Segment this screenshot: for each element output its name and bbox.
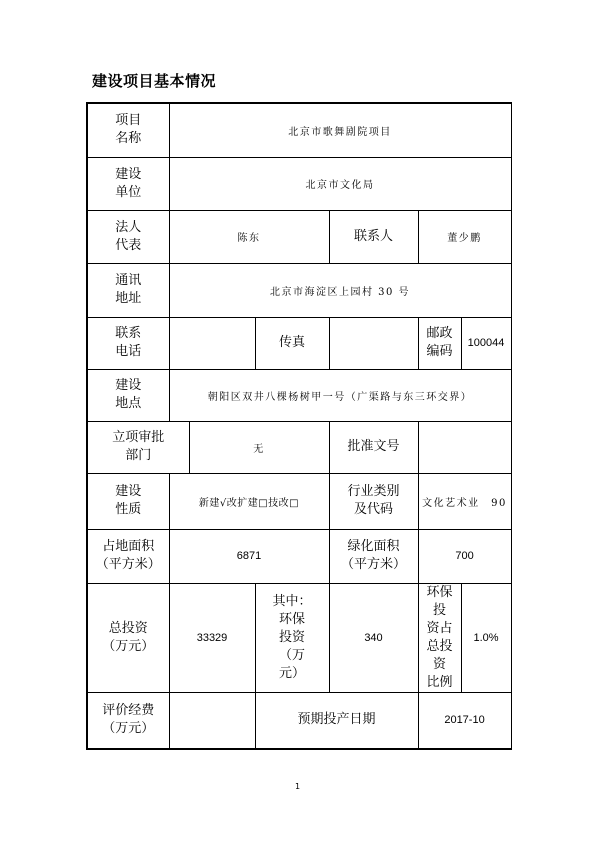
area-label: 占地面积 （平方米） bbox=[87, 529, 169, 583]
developer-value: 北京市文化局 bbox=[169, 157, 511, 210]
postcode-value: 100044 bbox=[461, 317, 511, 369]
fax-value bbox=[329, 317, 418, 369]
nature-label: 建设 性质 bbox=[87, 473, 169, 529]
row-address bbox=[87, 263, 511, 317]
row-area bbox=[87, 529, 511, 583]
legal-rep-label: 法人 代表 bbox=[87, 210, 169, 263]
page-title: 建设项目基本情况 bbox=[92, 72, 217, 90]
fee-label: 评价经费 （万元） bbox=[87, 692, 169, 749]
address-value: 北京市海淀区上园村 30 号 bbox=[169, 263, 511, 317]
green-area-label: 绿化面积 （平方米） bbox=[329, 529, 418, 583]
fax-label: 传真 bbox=[255, 317, 329, 369]
row-investment bbox=[87, 583, 511, 692]
approval-doc-label: 批准文号 bbox=[329, 421, 418, 473]
site-label: 建设 地点 bbox=[87, 369, 169, 421]
row-developer bbox=[87, 157, 511, 210]
row-fee bbox=[87, 692, 511, 749]
row-legal-rep bbox=[87, 210, 511, 263]
contact-value: 董少鹏 bbox=[418, 210, 511, 263]
industry-value: 文化艺术业 90 bbox=[418, 473, 511, 529]
site-value: 朝阳区双井八棵杨树甲一号（广渠路与东三环交界） bbox=[169, 369, 511, 421]
approval-doc-value bbox=[418, 421, 511, 473]
production-date-value: 2017-10 bbox=[418, 692, 511, 749]
row-phone bbox=[87, 317, 511, 369]
green-area-value: 700 bbox=[418, 529, 511, 583]
approval-value: 无 bbox=[189, 421, 329, 473]
legal-rep-value: 陈东 bbox=[169, 210, 329, 263]
row-approval bbox=[87, 421, 511, 473]
developer-label: 建设 单位 bbox=[87, 157, 169, 210]
row-project-name bbox=[87, 103, 511, 157]
fee-value bbox=[169, 692, 255, 749]
row-nature bbox=[87, 473, 511, 529]
contact-label: 联系人 bbox=[329, 210, 418, 263]
investment-label: 总投资 （万元） bbox=[87, 583, 169, 692]
postcode-label: 邮政 编码 bbox=[418, 317, 461, 369]
address-label: 通讯 地址 bbox=[87, 263, 169, 317]
project-info-table bbox=[86, 102, 512, 750]
industry-label: 行业类别 及代码 bbox=[329, 473, 418, 529]
page-number: 1 bbox=[294, 782, 301, 791]
investment-value: 33329 bbox=[169, 583, 255, 692]
production-date-label: 预期投产日期 bbox=[255, 692, 418, 749]
phone-label: 联系 电话 bbox=[87, 317, 169, 369]
area-value: 6871 bbox=[169, 529, 329, 583]
approval-label: 立项审批 部门 bbox=[87, 421, 189, 473]
env-investment-value: 340 bbox=[329, 583, 418, 692]
row-site bbox=[87, 369, 511, 421]
env-investment-label: 其中： 环保 投资 （万 元） bbox=[255, 583, 329, 692]
env-ratio-value: 1.0% bbox=[461, 583, 511, 692]
nature-value: 新建√改扩建□技改□ bbox=[169, 473, 329, 529]
project-name-value: 北京市歌舞剧院项目 bbox=[169, 103, 511, 157]
project-name-label: 项目 名称 bbox=[87, 103, 169, 157]
phone-value bbox=[169, 317, 255, 369]
env-ratio-label: 环保投 资占 总投资 比例 bbox=[418, 583, 461, 692]
